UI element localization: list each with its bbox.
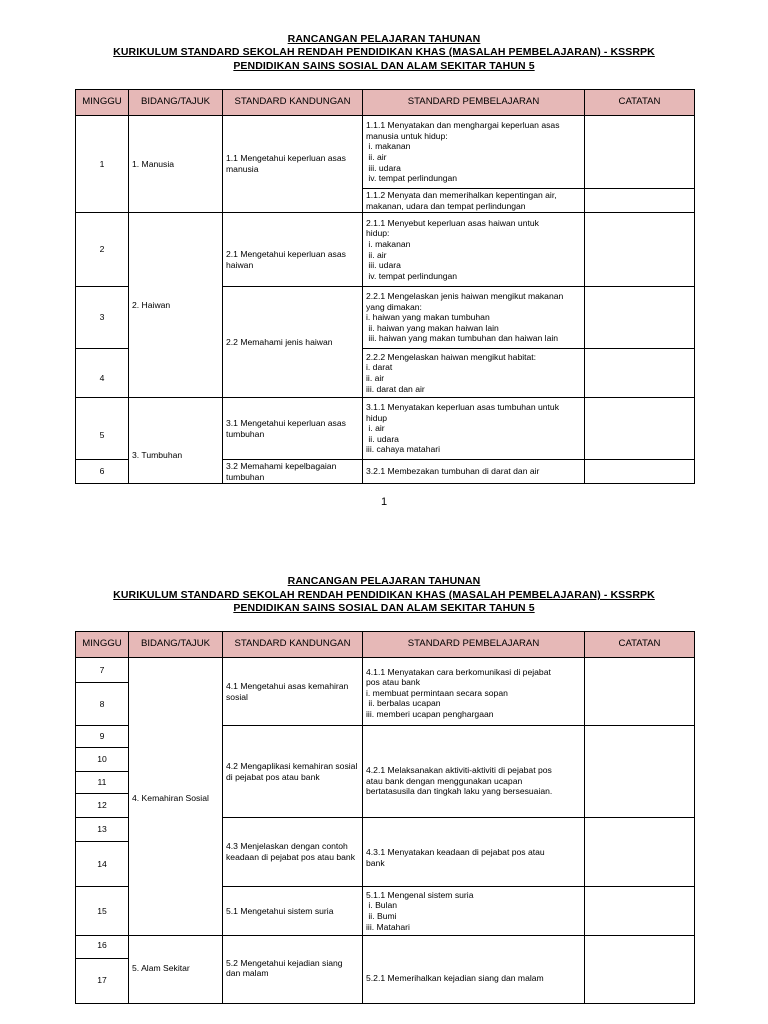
plan-table-page-1 — [75, 89, 695, 484]
standard-pembelajaran-cell: 4.1.1 Menyatakan cara berkomunikasi di pejabat pos atau bank i. membuat permintaan secara sopan ii. berbalas ucapan iii. memberi ucapan penghargaan — [363, 658, 585, 726]
week-cell: 15 — [76, 887, 129, 936]
week-cell: 14 — [76, 842, 129, 887]
week-cell: 4 — [76, 349, 129, 398]
week-cell: 10 — [76, 748, 129, 772]
header-standard-pembelajaran: STANDARD PEMBELAJARAN — [363, 90, 585, 116]
catatan-cell — [585, 726, 695, 818]
header-catatan: CATATAN — [585, 90, 695, 116]
week-cell: 8 — [76, 683, 129, 726]
standard-pembelajaran-cell: 1.1.2 Menyata dan memerihalkan kepentingan air, makanan, udara dan tempat perlindungan — [363, 189, 585, 213]
standard-kandungan-cell: 4.3 Menjelaskan dengan contoh keadaan di pejabat pos atau bank — [223, 818, 363, 887]
standard-pembelajaran-cell: 3.1.1 Menyatakan keperluan asas tumbuhan untuk hidup i. air ii. udara iii. cahaya matahari — [363, 398, 585, 460]
standard-kandungan-cell: 3.1 Mengetahui keperluan asas tumbuhan — [223, 398, 363, 460]
catatan-cell — [585, 934, 695, 1003]
standard-kandungan-cell: 5.2 Mengetahui kejadian siang dan malam — [223, 934, 363, 1003]
week-cell: 3 — [76, 287, 129, 349]
header-minggu: MINGGU — [76, 632, 129, 658]
curriculum-title: KURIKULUM STANDARD SEKOLAH RENDAH PENDIDIKAN KHAS (MASALAH PEMBELAJARAN) - KSSRPK — [113, 46, 655, 58]
standard-kandungan-cell: 2.1 Mengetahui keperluan asas haiwan — [223, 213, 363, 287]
standard-pembelajaran-cell: 2.1.1 Menyebut keperluan asas haiwan untuk hidup: i. makanan ii. air iii. udara iv. tempat perlindungan — [363, 213, 585, 287]
catatan-cell — [585, 349, 695, 398]
catatan-cell — [585, 887, 695, 936]
week-cell: 2 — [76, 213, 129, 287]
document-title: RANCANGAN PELAJARAN TAHUNAN — [287, 33, 481, 45]
catatan-cell — [585, 116, 695, 189]
standard-kandungan-cell: 1.1 Mengetahui keperluan asas manusia — [223, 116, 363, 213]
header-standard-kandungan: STANDARD KANDUNGAN — [223, 632, 363, 658]
standard-pembelajaran-cell: 2.2.2 Mengelaskan haiwan mengikut habitat: i. darat ii. air iii. darat dan air — [363, 349, 585, 398]
header-bidang: BIDANG/TAJUK — [129, 90, 223, 116]
standard-kandungan-cell: 2.2 Memahami jenis haiwan — [223, 287, 363, 398]
standard-kandungan-cell: 4.1 Mengetahui asas kemahiran sosial — [223, 658, 363, 726]
bidang-cell: 3. Tumbuhan — [129, 398, 223, 484]
catatan-cell — [585, 460, 695, 484]
week-cell: 17 — [76, 958, 129, 1003]
bidang-cell: 2. Haiwan — [129, 213, 223, 398]
week-cell: 12 — [76, 794, 129, 818]
bidang-cell: 5. Alam Sekitar — [129, 934, 223, 1003]
subject-title: PENDIDIKAN SAINS SOSIAL DAN ALAM SEKITAR TAHUN 5 — [233, 602, 535, 614]
week-cell: 1 — [76, 116, 129, 213]
week-cell: 16 — [76, 934, 129, 958]
catatan-cell — [585, 818, 695, 887]
standard-kandungan-cell: 5.1 Mengetahui sistem suria — [223, 887, 363, 936]
week-cell: 6 — [76, 460, 129, 484]
standard-pembelajaran-cell: 4.3.1 Menyatakan keadaan di pejabat pos atau bank — [363, 818, 585, 887]
catatan-cell — [585, 189, 695, 213]
subject-title: PENDIDIKAN SAINS SOSIAL DAN ALAM SEKITAR TAHUN 5 — [233, 60, 535, 72]
standard-kandungan-cell: 3.2 Memahami kepelbagaian tumbuhan — [223, 460, 363, 484]
bidang-cell: 1. Manusia — [129, 116, 223, 213]
standard-pembelajaran-cell: 1.1.1 Menyatakan dan menghargai keperluan asas manusia untuk hidup: i. makanan ii. air iii. udara iv. tempat perlindungan — [363, 116, 585, 189]
week-cell: 11 — [76, 772, 129, 794]
plan-table-page-2 — [75, 631, 695, 936]
standard-pembelajaran-cell: 3.2.1 Membezakan tumbuhan di darat dan air — [363, 460, 585, 484]
standard-pembelajaran-cell: 5.2.1 Memerihalkan kejadian siang dan malam — [363, 934, 585, 1003]
plan-table-page-2-cont — [75, 934, 695, 1004]
catatan-cell — [585, 398, 695, 460]
page-number: 1 — [380, 496, 388, 508]
week-cell: 7 — [76, 658, 129, 683]
header-bidang: BIDANG/TAJUK — [129, 632, 223, 658]
standard-kandungan-cell: 4.2 Mengaplikasi kemahiran sosial di pejabat pos atau bank — [223, 726, 363, 818]
catatan-cell — [585, 213, 695, 287]
week-cell: 5 — [76, 398, 129, 460]
catatan-cell — [585, 658, 695, 726]
document-title: RANCANGAN PELAJARAN TAHUNAN — [287, 575, 481, 587]
week-cell: 9 — [76, 726, 129, 748]
header-standard-kandungan: STANDARD KANDUNGAN — [223, 90, 363, 116]
bidang-cell: 4. Kemahiran Sosial — [129, 658, 223, 936]
header-minggu: MINGGU — [76, 90, 129, 116]
standard-pembelajaran-cell: 2.2.1 Mengelaskan jenis haiwan mengikut makanan yang dimakan: i. haiwan yang makan tumbuhan ii. haiwan yang makan haiwan lain iii. haiwan yang makan tumbuhan dan haiwan lain — [363, 287, 585, 349]
standard-pembelajaran-cell: 4.2.1 Melaksanakan aktiviti-aktiviti di pejabat pos atau bank dengan menggunakan ucapan bertatasusila dan tingkah laku yang bersesuaian. — [363, 726, 585, 818]
header-standard-pembelajaran: STANDARD PEMBELAJARAN — [363, 632, 585, 658]
week-cell: 13 — [76, 818, 129, 842]
header-catatan: CATATAN — [585, 632, 695, 658]
standard-pembelajaran-cell: 5.1.1 Mengenal sistem suria i. Bulan ii. Bumi iii. Matahari — [363, 887, 585, 936]
catatan-cell — [585, 287, 695, 349]
curriculum-title: KURIKULUM STANDARD SEKOLAH RENDAH PENDIDIKAN KHAS (MASALAH PEMBELAJARAN) - KSSRPK — [113, 589, 655, 601]
